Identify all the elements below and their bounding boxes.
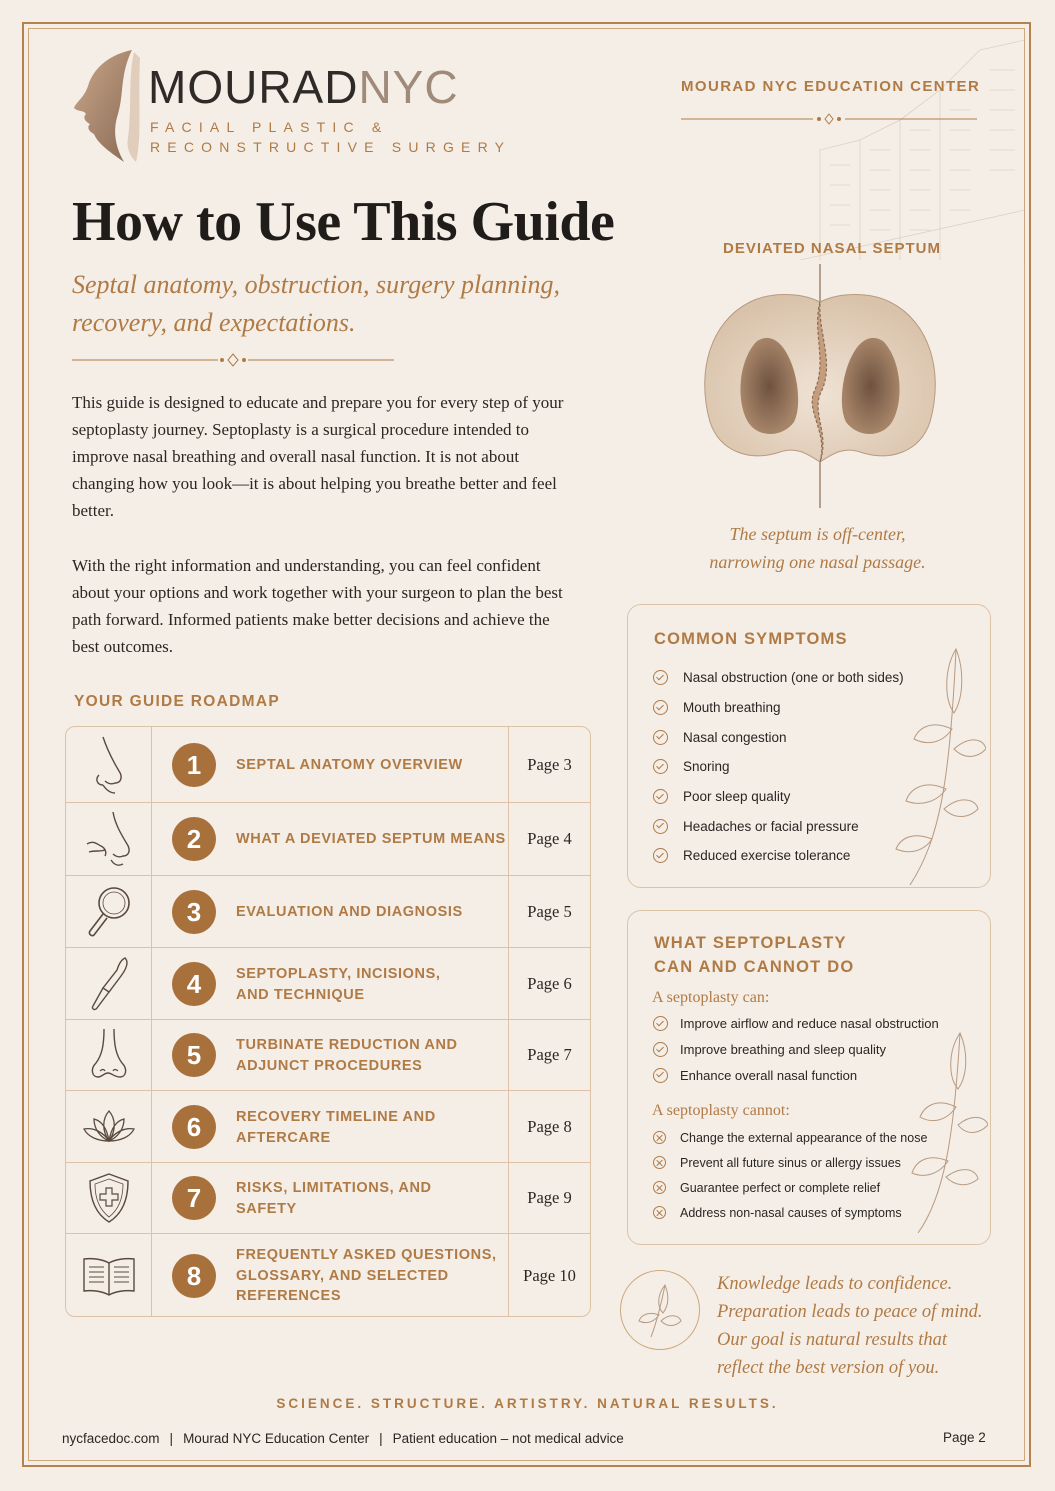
list-item: Nasal congestion <box>653 722 943 752</box>
check-circle-icon <box>653 730 668 745</box>
roadmap-row[interactable] <box>66 803 590 876</box>
page-subtitle: Septal anatomy, obstruction, surgery planning, recovery, and expectations. <box>72 270 560 337</box>
roadmap-title: RISKS, LIMITATIONS, AND SAFETY <box>236 1180 432 1217</box>
list-item: Mouth breathing <box>653 693 943 723</box>
symptoms-card <box>627 604 991 888</box>
roadmap-title: SEPTOPLASTY, INCISIONS, AND TECHNIQUE <box>236 966 441 1003</box>
check-circle-icon <box>653 1016 668 1031</box>
footer-site-link[interactable]: nycfacedoc.com <box>62 1431 160 1446</box>
roadmap-row[interactable] <box>66 1163 590 1234</box>
roadmap-number: 5 <box>172 1033 216 1077</box>
roadmap-page: Page 6 <box>508 948 590 1019</box>
roadmap-number: 2 <box>172 817 216 861</box>
list-item: Nasal obstruction (one or both sides) <box>653 663 943 693</box>
check-circle-icon <box>653 819 668 834</box>
roadmap-page: Page 7 <box>508 1020 590 1090</box>
page-number: Page 2 <box>943 1430 986 1445</box>
check-circle-icon <box>653 1068 668 1083</box>
roadmap-title: TURBINATE REDUCTION AND ADJUNCT PROCEDURES <box>236 1037 458 1074</box>
roadmap-page: Page 4 <box>508 803 590 875</box>
roadmap-row[interactable] <box>66 876 590 948</box>
footer-note: Patient education – not medical advice <box>392 1431 624 1446</box>
roadmap-number: 6 <box>172 1105 216 1149</box>
cannot-label: A septoplasty cannot: <box>652 1102 790 1119</box>
deviated-septum-illustration-icon <box>690 262 950 512</box>
roadmap-title: FREQUENTLY ASKED QUESTIONS, GLOSSARY, AND SELECTED REFERENCES <box>236 1247 497 1304</box>
check-circle-icon <box>653 848 668 863</box>
roadmap-page: Page 10 <box>508 1234 590 1317</box>
logo-face-profile-icon <box>72 48 142 164</box>
roadmap-number: 1 <box>172 743 216 787</box>
roadmap-page: Page 3 <box>508 727 590 802</box>
list-item: Enhance overall nasal function <box>653 1062 953 1088</box>
list-item: Improve airflow and reduce nasal obstruction <box>653 1011 953 1037</box>
logo-subtitle-line2: RECONSTRUCTIVE SURGERY <box>150 139 512 155</box>
roadmap-title: EVALUATION AND DIAGNOSIS <box>236 904 463 920</box>
lotus-icon <box>80 1107 138 1147</box>
list-item: Snoring <box>653 752 943 782</box>
building-sketch-icon <box>800 30 1025 260</box>
x-circle-icon <box>653 1131 666 1144</box>
ornament-divider-icon <box>681 113 977 125</box>
roadmap-number: 8 <box>172 1254 216 1298</box>
leaf-branch-icon <box>904 1027 988 1237</box>
list-item: Address non-nasal causes of symptoms <box>653 1200 953 1225</box>
magnifier-icon <box>84 885 134 939</box>
roadmap-row[interactable] <box>66 727 590 803</box>
shield-cross-icon <box>86 1172 132 1224</box>
check-circle-icon <box>653 789 668 804</box>
check-circle-icon <box>653 1042 668 1057</box>
can-label: A septoplasty can: <box>652 989 770 1006</box>
roadmap-label: YOUR GUIDE ROADMAP <box>74 693 280 710</box>
list-item: Headaches or facial pressure <box>653 811 943 841</box>
check-circle-icon <box>653 700 668 715</box>
list-item: Guarantee perfect or complete relief <box>653 1175 953 1200</box>
roadmap-number: 4 <box>172 962 216 1006</box>
can-cannot-card <box>627 910 991 1245</box>
can-cannot-title: WHAT SEPTOPLASTY CAN AND CANNOT DO <box>654 934 855 976</box>
roadmap-table <box>65 726 591 1317</box>
x-circle-icon <box>653 1181 666 1194</box>
list-item: Change the external appearance of the nose <box>653 1125 953 1150</box>
ornament-divider-icon <box>72 352 394 368</box>
open-book-icon <box>80 1255 138 1297</box>
leaf-branch-icon <box>890 639 986 889</box>
scalpel-icon <box>87 956 131 1012</box>
symptoms-title: COMMON SYMPTOMS <box>654 630 848 648</box>
roadmap-page: Page 8 <box>508 1091 590 1162</box>
roadmap-row[interactable] <box>66 1020 590 1091</box>
logo-brand-name: MOURADNYC <box>148 61 459 113</box>
roadmap-title: RECOVERY TIMELINE AND AFTERCARE <box>236 1109 436 1146</box>
roadmap-row[interactable] <box>66 1234 590 1317</box>
check-circle-icon <box>653 670 668 685</box>
nose-front-icon <box>86 1027 132 1083</box>
roadmap-title: SEPTAL ANATOMY OVERVIEW <box>236 757 463 773</box>
roadmap-row[interactable] <box>66 948 590 1020</box>
intro-paragraph-2: With the right information and understanding, you can feel confident about your options and work together with your surgeon to plan the best path forward. Informed patients make better decisions and achieve the best outcomes. <box>72 556 563 656</box>
closing-quote: Knowledge leads to confidence. Preparation leads to peace of mind. Our goal is natural results that reflect the best version of you. <box>717 1274 983 1378</box>
nose-profile-icon <box>89 735 129 795</box>
roadmap-row[interactable] <box>66 1091 590 1163</box>
tagline: SCIENCE. STRUCTURE. ARTISTRY. NATURAL RESULTS. <box>276 1396 779 1411</box>
leaf-sprig-icon <box>621 1271 699 1349</box>
roadmap-number: 3 <box>172 890 216 934</box>
footer-center: Mourad NYC Education Center <box>183 1431 370 1446</box>
roadmap-page: Page 5 <box>508 876 590 947</box>
roadmap-page: Page 9 <box>508 1163 590 1233</box>
list-item: Prevent all future sinus or allergy issues <box>653 1150 953 1175</box>
leaf-emblem <box>620 1270 700 1350</box>
list-item: Poor sleep quality <box>653 782 943 812</box>
septum-label: DEVIATED NASAL SEPTUM <box>723 240 941 257</box>
intro-paragraph-1: This guide is designed to educate and prepare you for every step of your septoplasty journey. Septoplasty is a surgical procedure intended to improve nasal breathing and overall nasal function. It is not about changing how you look—it is about helping you breathe better and feel better. <box>72 393 564 520</box>
x-circle-icon <box>653 1156 666 1169</box>
roadmap-title: WHAT A DEVIATED SEPTUM MEANS <box>236 831 506 847</box>
septum-caption: The septum is off-center, narrowing one nasal passage. <box>709 524 926 572</box>
x-circle-icon <box>653 1206 666 1219</box>
list-item: Reduced exercise tolerance <box>653 841 943 871</box>
check-circle-icon <box>653 759 668 774</box>
nose-airflow-icon <box>83 810 135 868</box>
footer: nycfacedoc.com | Mourad NYC Education Center | Patient education – not medical advice <box>62 1431 624 1446</box>
education-center-label: MOURAD NYC EDUCATION CENTER <box>681 78 981 95</box>
page-title: How to Use This Guide <box>72 191 615 253</box>
roadmap-number: 7 <box>172 1176 216 1220</box>
logo-subtitle-line1: FACIAL PLASTIC & <box>150 119 389 135</box>
list-item: Improve breathing and sleep quality <box>653 1037 953 1063</box>
